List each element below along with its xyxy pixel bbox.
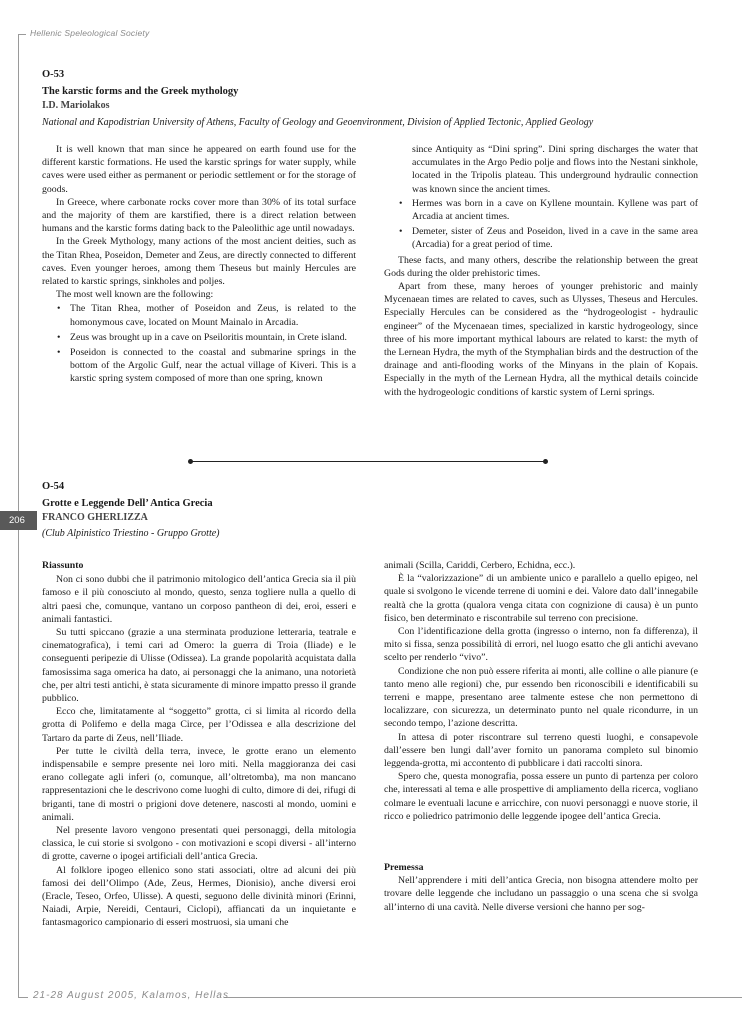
- bullet-icon: •: [57, 331, 61, 343]
- abstract-code: O-54: [42, 481, 65, 492]
- abstract-o54-left-column: [42, 559, 356, 930]
- paragraph: Nell’apprendere i miti dell’antica Grecia, non bisogna attendere molto per trovare delle leggende che includano un passaggio o una scena che si svolga all’interno di una cavità. Nelle diverse versioni che hanno per sog-: [384, 875, 698, 913]
- paragraph: Al folklore ipogeo ellenico sono stati associati, oltre ad alcuni dei più famosi dei dell’Olimpo (Ade, Zeus, Hermes, Dionisio), anche diversi eroi (Eracle, Teseo, Orfeo, Ulisse). A questi, seguono delle divinità minori (Erinni, Naiadi, Arpie, Nereidi, Centauri, Ciclopi), affiancati da un inquietante e fantasmagorico campionario di esseri mostruosi, sia umani che: [42, 864, 356, 929]
- running-header: Hellenic Speleological Society: [30, 28, 150, 38]
- bullet-list: [384, 197, 698, 252]
- paragraph-continued: animali (Scilla, Cariddi, Cerbero, Echidna, ecc.).: [384, 560, 576, 571]
- section-heading: Premessa: [384, 862, 424, 874]
- bullet-icon: •: [57, 303, 61, 315]
- paragraph: Non ci sono dubbi che il patrimonio mitologico dell’antica Grecia sia il più famoso e il più conosciuto al mondo, questo, senza togliere nulla a quello di altri paesi che, comunque, vantano un corposo pantheon di dei, eroi, esseri e animali fantastici.: [42, 574, 356, 625]
- running-footer: 21-28 August 2005, Kalamos, Hellas: [33, 990, 229, 1001]
- paragraph: In Greece, where carbonate rocks cover more than 30% of its total surface and the majority of them are karstified, there is a direct relation between humans and the karstic forms dating back to the Paleolithic age until nowadays.: [42, 196, 356, 235]
- section-divider: [188, 459, 548, 465]
- list-item: • Zeus was brought up in a cave on Pseiloritis mountain, in Crete island.: [57, 331, 347, 343]
- abstract-o54-right-column: [384, 559, 698, 914]
- bullet-icon: •: [399, 197, 403, 209]
- list-item: • The Titan Rhea, mother of Poseidon and Zeus, is related to the homonymous cave, located on Mount Mainalo in Arcadia.: [57, 303, 356, 328]
- paragraph: These facts, and many others, describe the relationship between the great Gods during the older prehistoric times.: [384, 254, 698, 279]
- paragraph: In the Greek Mythology, many actions of the most ancient deities, such as the Titan Rhea, Poseidon, Demeter and Zeus, are directly connected to different caves. Even younger heroes, among them Theseus but mainly Hercules are related to karstic springs, sinkholes and poljes.: [42, 236, 356, 288]
- abstract-affiliation: (Club Alpinistico Triestino - Gruppo Grotte): [42, 528, 220, 539]
- page-frame-top-tick: [18, 34, 26, 35]
- abstract-code: O-53: [42, 69, 65, 80]
- abstract-o53-header: [42, 68, 702, 130]
- paragraph: Ecco che, limitatamente al “soggetto” grotta, ci si limita al ricordo della grotta di Polifemo e della maga Circe, per l’Odissea e alla descrizione del Tartaro da parte di Zeus, nell’Iliade.: [42, 706, 356, 744]
- bullet-icon: •: [57, 347, 61, 359]
- bullet-list: [42, 302, 356, 385]
- page-number: 206: [0, 511, 37, 530]
- list-item: • Hermes was born in a cave on Kyllene mountain. Kyllene was part of Arcadia at ancient times.: [399, 197, 698, 223]
- paragraph: Condizione che non può essere riferita ai monti, alle colline o alle pianure (e tanto meno alle regioni) che, pur essendo ben riconoscibili e identificabili su terreni e mappe, presentano aree talmente estese che non permettono di localizzare, con sicurezza, un determinato punto nel quale ricondurre, in un secondo tempo, l’azione descritta.: [384, 665, 698, 730]
- paragraph: Nel presente lavoro vengono presentati quei personaggi, della mitologia classica, le cui storie si svolgono - con motivazioni e scopi diversi - all’interno di grotte, caverne o ipogei artificiali dell’antica Grecia.: [42, 825, 356, 863]
- paragraph: È la “valorizzazione” di un ambiente unico e parallelo a quello epigeo, nel quale si svolgono le vicende terrene di uomini e dei. Valore dato dall’innegabile realtà che la grotta (qualora venga citata con cognizione di causa) è un punto fisico, ben determinato e riscontrabile sul terreno con precisione.: [384, 573, 698, 624]
- abstract-o53-left-column: [42, 143, 356, 388]
- paragraph-continued: since Antiquity as “Dini spring”. Dini spring discharges the water that accumulates in the Argo Pedio polje and flows into the Nestani sinkhole, located in the Tripolis plateau. This underground hydraulic connection was known since the ancient times.: [412, 144, 698, 195]
- abstract-o53-right-column: [384, 143, 698, 399]
- paragraph: It is well known that man since he appeared on earth found use for the different karstic formations. He used the karstic springs for water supply, while caves were used either as permanent or periodic settlement or for the storage of goods.: [42, 144, 356, 195]
- paragraph: The most well known are the following:: [56, 289, 214, 301]
- page-frame-bottom-rule: [224, 997, 742, 998]
- paragraph: Apart from these, many heroes of younger prehistoric and mainly Mycenaean times are related to caves, such as Ulysses, Theseus and Hercules. Especially Hercules can be considered as the “hydrogeologist - hydraulic engineer” of the Mycenaean times, specialized in karstic hydrogeology, since three of his more important mythical labours are related to karst: the myth of the Lernean Hydra, the myth of the Stymphalian birds and the destruction of the drainage and anti-flooding works of the Minyans in the plain of Kopais. Especially in the myth of the Lernean Hydra, all the mythical details coincide with the hydrogeologic conditions of karstic system of Lerni springs.: [384, 281, 698, 398]
- paragraph: Su tutti spiccano (grazie a una sterminata produzione letteraria, teatrale e cinematografica), i temi cari ad Omero: la guerra di Troia (Iliade) e le conseguenti peripezie di Ulisse (Odissea). La grande popolarità acquistata dalla famosissima saga omerica ha dato, ai personaggi che la animano, una notorietà che, per altri testi antichi, è stata sicuramente di minore impatto presso il grande pubblico.: [42, 627, 356, 705]
- paragraph: Per tutte le civiltà della terra, invece, le grotte erano un elemento indispensabile e sempre presente nei loro miti. Nella maggioranza dei casi erano collegate agli inferi (o, comunque, all’oltretomba), ma non mancano rappresentazioni che le descrivono come luoghi di culto, dimore di dei, rifugi di briganti, tane di mostri o prigioni dove detenere, nascosti al mondo, uomini e animali.: [42, 745, 356, 823]
- list-item: • Demeter, sister of Zeus and Poseidon, lived in a cave in the same area (Arcadia) for a great period of time.: [399, 226, 698, 251]
- page-frame-bottom-tick: [18, 997, 28, 998]
- abstract-title: The karstic forms and the Greek mythology: [42, 86, 239, 97]
- paragraph: In attesa di poter riscontrare sul terreno questi luoghi, e consapevole dall’essere ben lungi dall’aver fornito un panorama completo sul binomio leggenda-grotta, mi accontento di pubblicare i dati raccolti sinora.: [384, 731, 698, 770]
- abstract-author: FRANCO GHERLIZZA: [42, 512, 148, 523]
- paragraph: Spero che, questa monografia, possa essere un punto di partenza per coloro che, interessati al tema e alle prospettive di ampliamento della ricerca, vogliano colmare le eventuali lacune e arricchire, con nuovi personaggi e nuove storie, il ricco e poliedrico patrimonio delle leggende ipogee dell’antica Grecia.: [384, 771, 698, 822]
- abstract-affiliation: National and Kapodistrian University of Athens, Faculty of Geology and Geoenvironment, Division of Applied Tectonic, Applied Geology: [42, 117, 594, 128]
- abstract-title: Grotte e Leggende Dell’ Antica Grecia: [42, 498, 213, 509]
- paragraph: Con l’identificazione della grotta (ingresso o interno, non fa differenza), il mito si fissa, senza possibilità di errori, nel luogo esatto che gli antichi avevano scelto per renderlo “vivo”.: [384, 626, 698, 664]
- list-item: • Poseidon is connected to the coastal and submarine springs in the bottom of the Argolic Gulf, near the actual village of Kiveri. This is a karstic spring system composed of more than one spring, known: [57, 347, 356, 385]
- bullet-icon: •: [399, 226, 403, 238]
- section-heading: Riassunto: [42, 560, 84, 571]
- abstract-author: I.D. Mariolakos: [42, 100, 110, 111]
- abstract-o54-header: [42, 480, 702, 541]
